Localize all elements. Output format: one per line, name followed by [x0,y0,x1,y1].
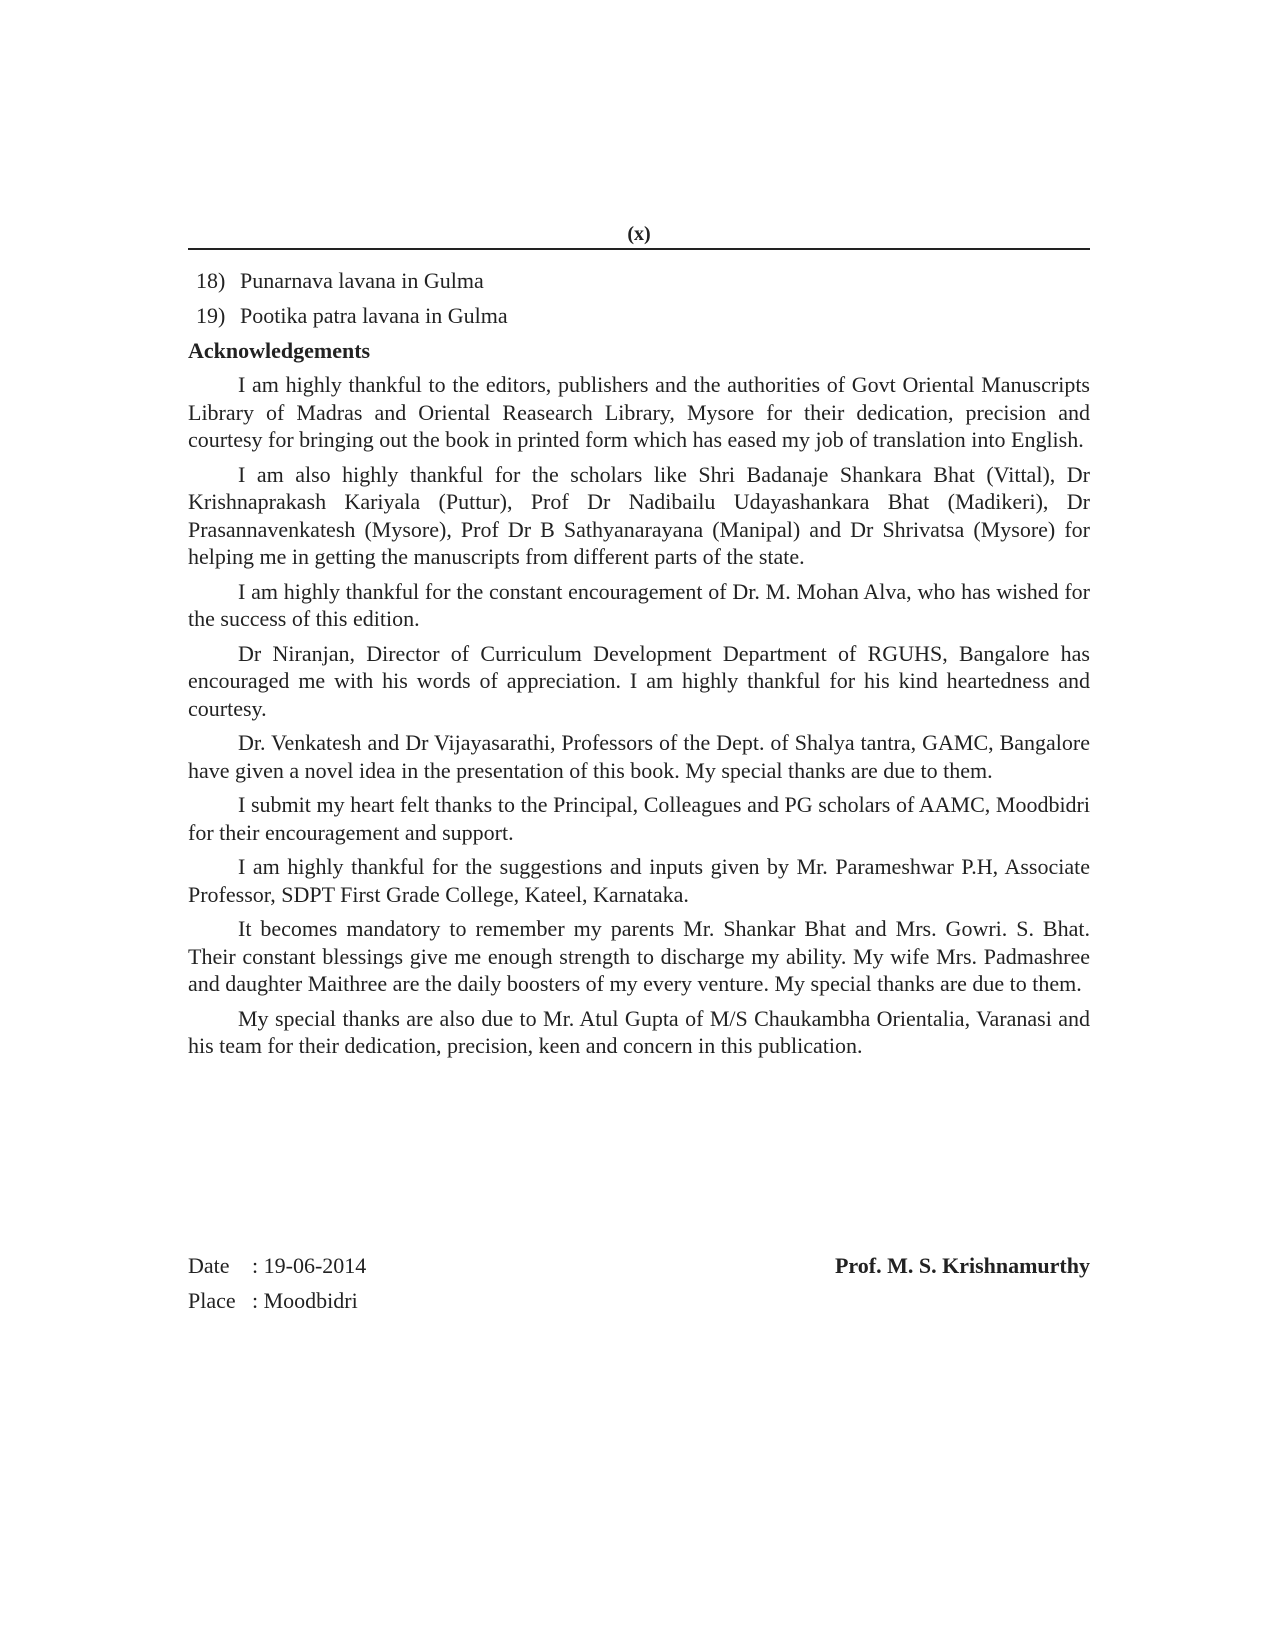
place-line [188,1287,358,1322]
place-label: Place [188,1288,236,1313]
paragraph: I am highly thankful to the editors, publishers and the authorities of Govt Oriental Manuscripts Library of Madras and Oriental Reasearch Library, Mysore for their dedication, precision and courtesy for bringing out the book in printed form which has eased my job of translation into English. [188,372,1090,452]
paragraph: I am highly thankful for the suggestions and inputs given by Mr. Parameshwar P.H, Associate Professor, SDPT First Grade College, Kateel, Karnataka. [188,854,1090,907]
date-label: Date [188,1253,230,1278]
date-value: : 19-06-2014 [252,1253,367,1278]
date-line [188,1252,366,1287]
list-item-text: Pootika patra lavana in Gulma [240,303,508,328]
paragraph: I am also highly thankful for the scholars like Shri Badanaje Shankara Bhat (Vittal), Dr Krishnaprakash Kariyala (Puttur), Prof Dr Nadibailu Udayashankara Bhat (Madikeri), Dr Prasannavenkatesh (Mysore), Prof Dr B Sathyanarayana (Manipal) and Dr Shrivatsa (Mysore) for helping me in getting the manuscripts from different parts of the state. [188,461,1090,569]
list-item-number: 19) [196,303,226,328]
running-head: (x) [188,222,1090,250]
paragraph: I am highly thankful for the constant encouragement of Dr. M. Mohan Alva, who has wished for the success of this edition. [188,578,1090,631]
signoff-block [188,1252,1090,1322]
paragraph: Dr. Venkatesh and Dr Vijayasarathi, Professors of the Dept. of Shalya tantra, GAMC, Bangalore have given a novel idea in the presentation of this book. My special thanks are due to them. [188,730,1090,783]
list-item [188,302,1090,329]
numbered-list [188,267,1090,329]
paragraph: My special thanks are also due to Mr. Atul Gupta of M/S Chaukambha Orientalia, Varanasi and his team for their dedication, precision, keen and concern in this publication. [188,1005,1090,1058]
section-heading: Acknowledgements [188,338,371,363]
paragraph: I submit my heart felt thanks to the Principal, Colleagues and PG scholars of AAMC, Moodbidri for their encouragement and support. [188,792,1090,845]
place-value: : Moodbidri [252,1288,358,1313]
page-body [188,222,1090,1067]
author-name: Prof. M. S. Krishnamurthy [834,1253,1090,1278]
date-row [188,1252,1090,1287]
place-row [188,1287,1090,1322]
paragraph: Dr Niranjan, Director of Curriculum Development Department of RGUHS, Bangalore has encouraged me with his words of appreciation. I am highly thankful for his kind heartedness and courtesy. [188,640,1090,721]
list-item-text: Punarnava lavana in Gulma [240,268,484,293]
paragraph: It becomes mandatory to remember my parents Mr. Shankar Bhat and Mrs. Gowri. S. Bhat. Their constant blessings give me enough strength to discharge my ability. My wife Mrs. Padmashree and daughter Maithree are the daily boosters of my every venture. My special thanks are due to them. [188,916,1090,996]
list-item [188,267,1090,294]
list-item-number: 18) [196,268,226,293]
